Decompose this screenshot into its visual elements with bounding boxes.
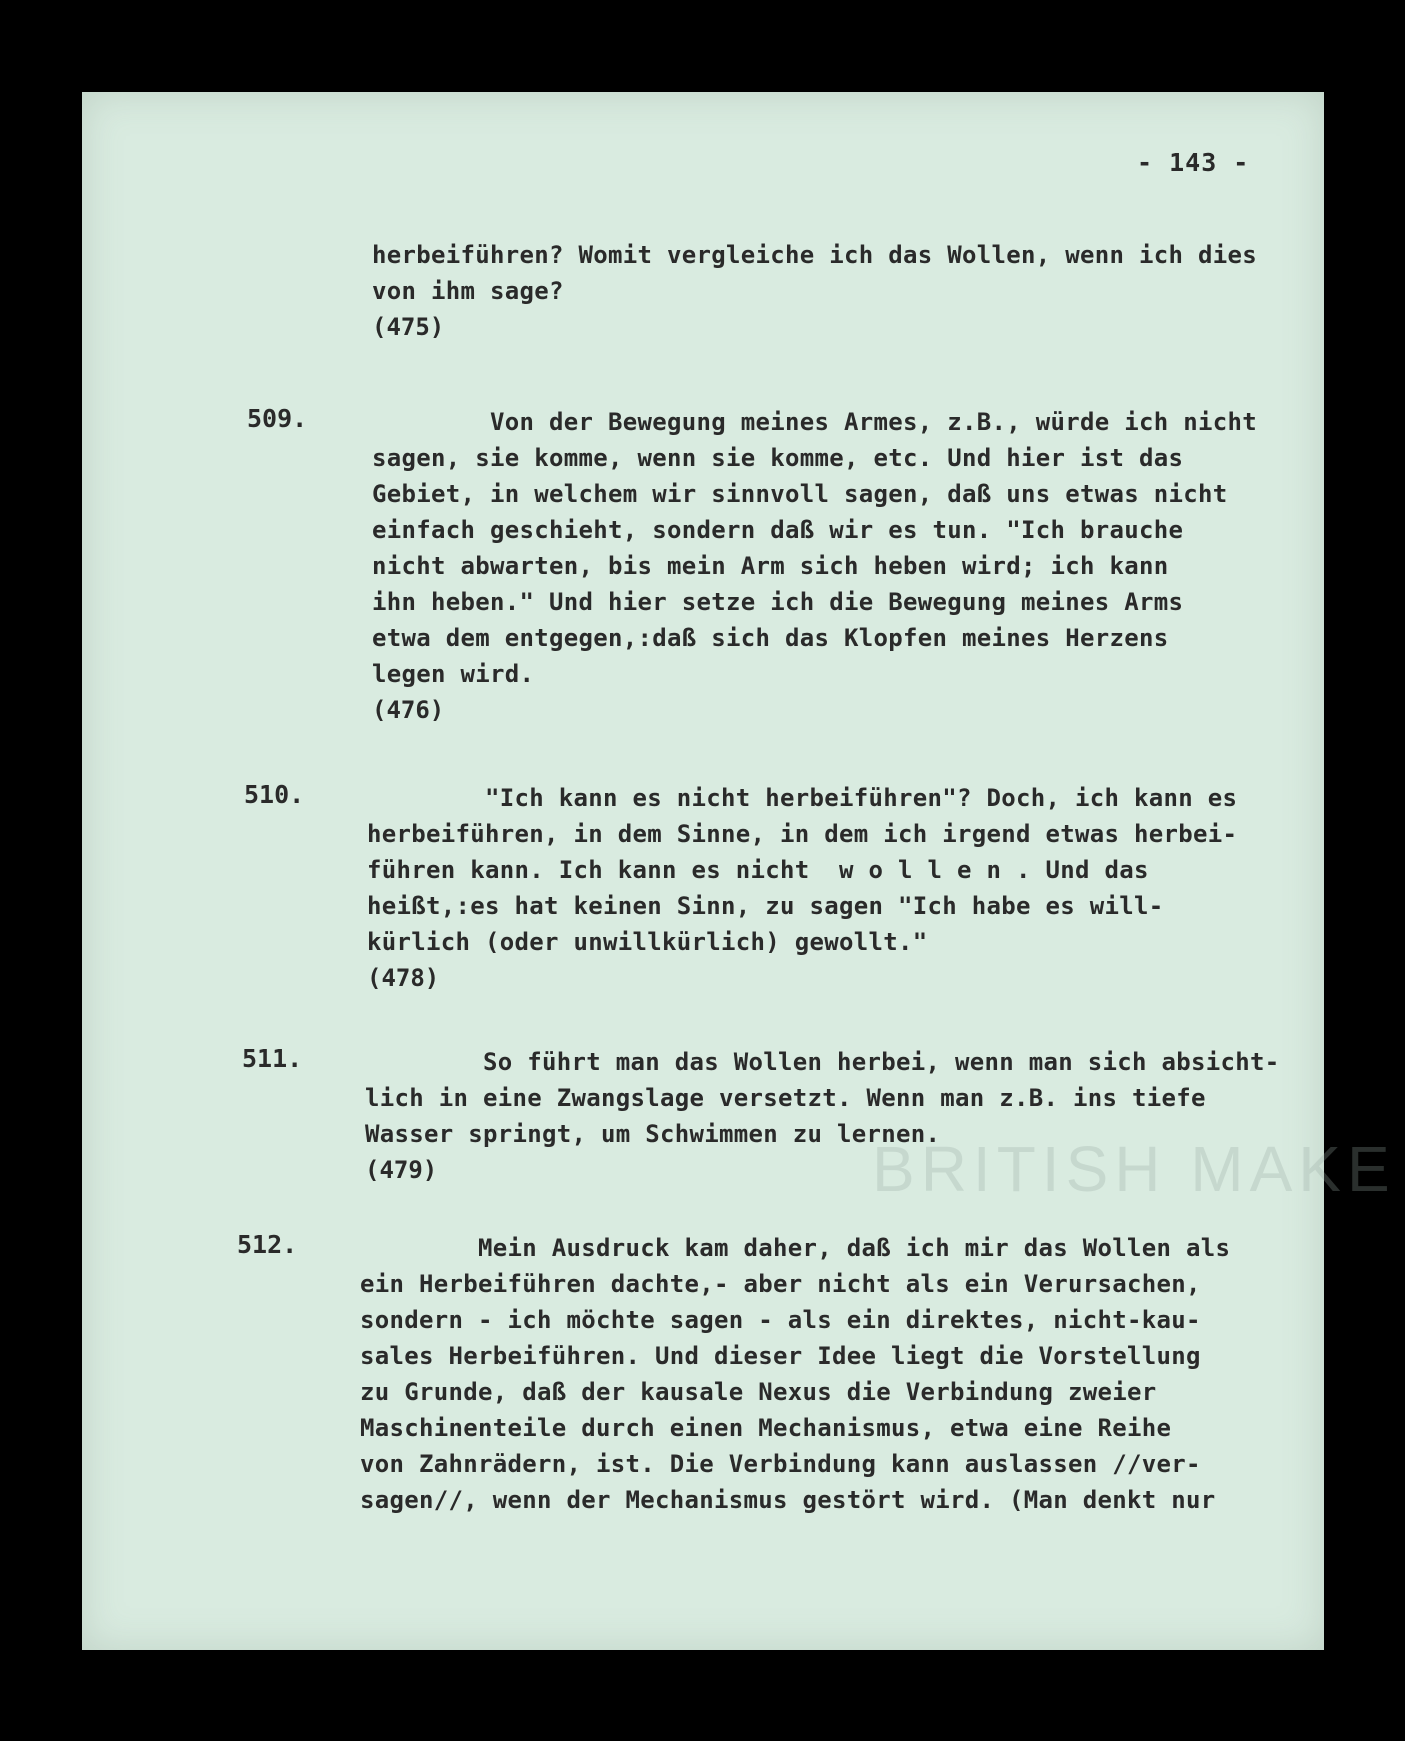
text-line: Von der Bewegung meines Armes, z.B., würde ich nicht — [372, 408, 1257, 436]
paragraph-lines — [365, 1044, 1280, 1188]
text-line: herbeiführen, in dem Sinne, in dem ich irgend etwas herbei- — [367, 820, 1238, 848]
text-line: Mein Ausdruck kam daher, daß ich mir das Wollen als — [360, 1234, 1231, 1262]
text-line: sondern - ich möchte sagen - als ein direktes, nicht-kau- — [360, 1306, 1201, 1334]
page-number: - 143 - — [1137, 148, 1250, 177]
text-line: zu Grunde, daß der kausale Nexus die Verbindung zweier — [360, 1378, 1157, 1406]
text-line: kürlich (oder unwillkürlich) gewollt." — [367, 928, 928, 956]
text-line: Maschinenteile durch einen Mechanismus, etwa eine Reihe — [360, 1414, 1172, 1442]
paragraph-lines — [360, 1230, 1260, 1518]
text-line: etwa dem entgegen,:daß sich das Klopfen meines Herzens — [372, 624, 1169, 652]
reference-number: (478) — [367, 964, 440, 992]
text-line: sales Herbeiführen. Und dieser Idee liegt die Vorstellung — [360, 1342, 1201, 1370]
paragraph-number: 509. — [247, 404, 308, 433]
paragraph-lines — [372, 404, 1272, 728]
text-line: nicht abwarten, bis mein Arm sich heben wird; ich kann — [372, 552, 1169, 580]
reference-number: (475) — [372, 313, 445, 341]
text-line: von Zahnrädern, ist. Die Verbindung kann auslassen //ver- — [360, 1450, 1201, 1478]
text-line: von ihm sage? — [372, 277, 564, 305]
watermark-british-make: BRITISH MAKE — [872, 1133, 1396, 1205]
reference-number: (476) — [372, 696, 445, 724]
text-line: einfach geschieht, sondern daß wir es tun. "Ich brauche — [372, 516, 1184, 544]
text-line: führen kann. Ich kann es nicht w o l l e n . Und das — [367, 856, 1149, 884]
text-line: Gebiet, in welchem wir sinnvoll sagen, daß uns etwas nicht — [372, 480, 1228, 508]
typescript-page — [82, 92, 1396, 1650]
paragraph-lines — [367, 780, 1267, 996]
paragraph-number: 511. — [242, 1044, 303, 1073]
text-line: So führt man das Wollen herbei, wenn man sich absicht- — [365, 1048, 1280, 1076]
text-line: ihn heben." Und hier setze ich die Bewegung meines Arms — [372, 588, 1184, 616]
text-line: Wasser springt, um Schwimmen zu lernen. — [365, 1120, 941, 1148]
paragraph-lines — [372, 237, 1272, 345]
text-line: lich in eine Zwangslage versetzt. Wenn man z.B. ins tiefe — [365, 1084, 1206, 1112]
text-line: sagen//, wenn der Mechanismus gestört wird. (Man denkt nur — [360, 1486, 1216, 1514]
text-line: legen wird. — [372, 660, 535, 688]
reference-number: (479) — [365, 1156, 438, 1184]
paragraph-number: 510. — [244, 780, 305, 809]
paragraph-number: 512. — [237, 1230, 298, 1259]
text-line: sagen, sie komme, wenn sie komme, etc. Und hier ist das — [372, 444, 1184, 472]
text-line: "Ich kann es nicht herbeiführen"? Doch, ich kann es — [367, 784, 1238, 812]
text-line: herbeiführen? Womit vergleiche ich das Wollen, wenn ich dies — [372, 241, 1257, 269]
text-line: heißt,:es hat keinen Sinn, zu sagen "Ich habe es will- — [367, 892, 1164, 920]
text-line: ein Herbeiführen dachte,- aber nicht als ein Verursachen, — [360, 1270, 1201, 1298]
